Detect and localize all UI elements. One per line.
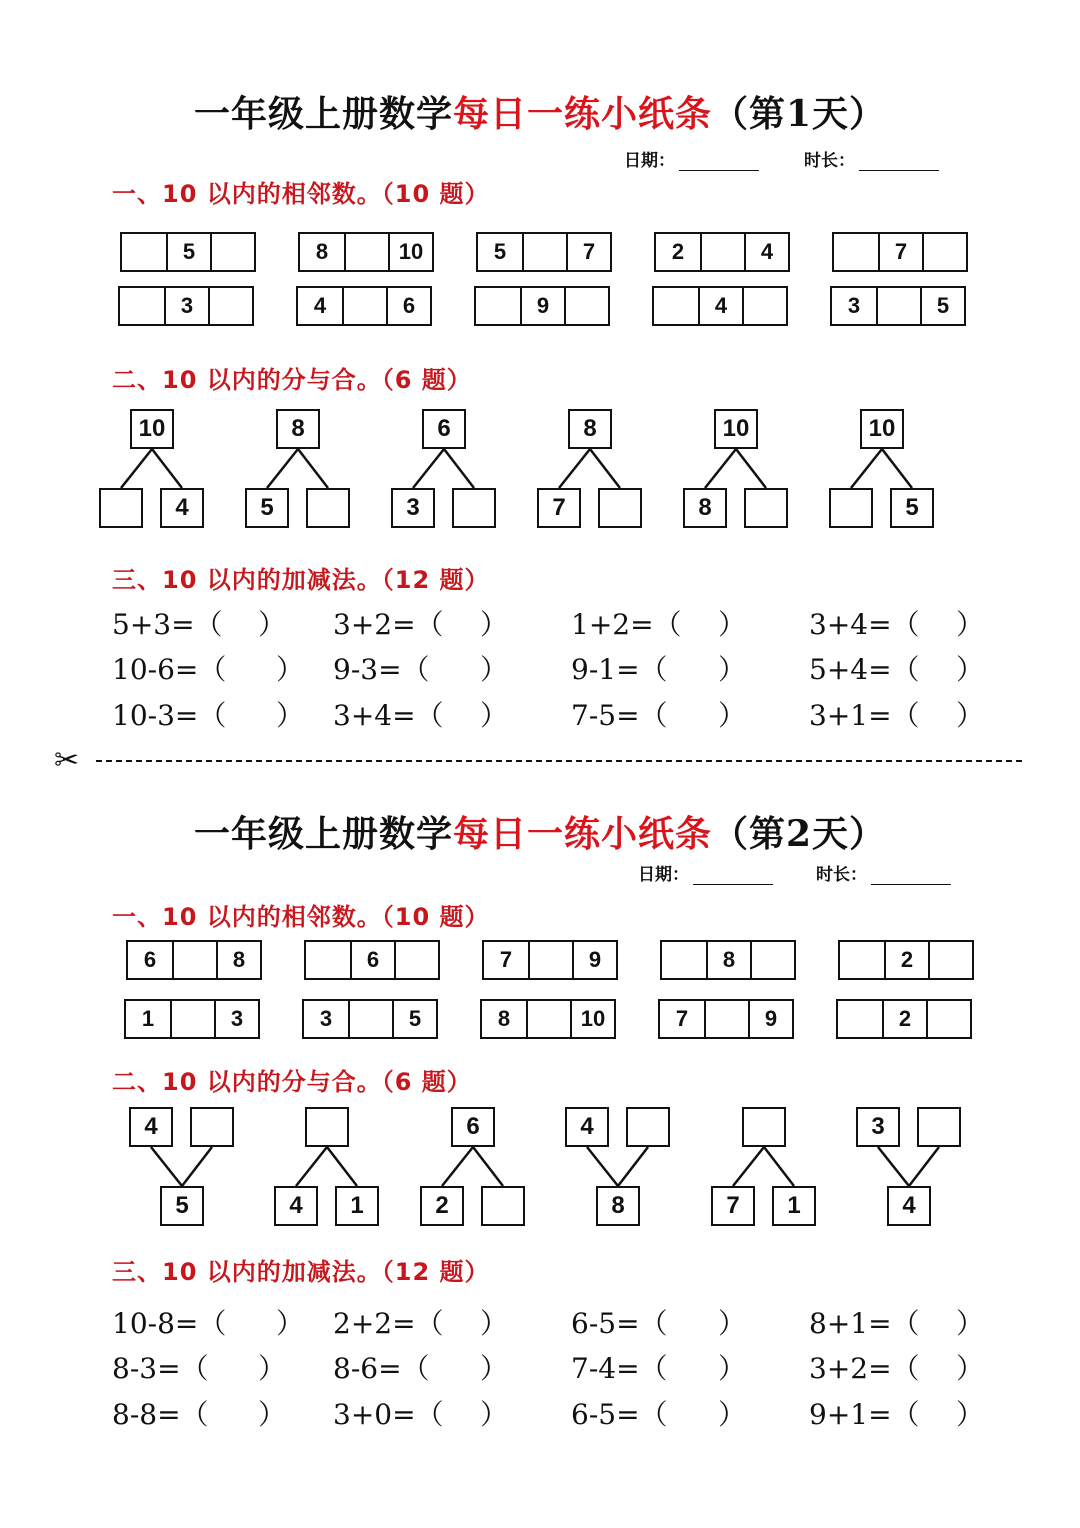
equation-text: 3+0=（: [333, 1398, 444, 1431]
answer-blank[interactable]: [909, 1347, 956, 1381]
answer-blank[interactable]: [671, 603, 718, 637]
answer-blank[interactable]: [671, 1347, 718, 1381]
answer-blank[interactable]: [433, 1393, 480, 1427]
answer-blank-box[interactable]: [476, 288, 520, 324]
sheet-title: 一年级上册数学每日一练小纸条（第1天）: [193, 93, 887, 135]
close-paren: ）: [276, 1307, 305, 1340]
answer-blank-box[interactable]: [344, 234, 388, 270]
answer-blank[interactable]: [433, 648, 480, 682]
adjacent-number-triple: [832, 232, 968, 272]
given-number-box: 7: [566, 234, 610, 270]
answer-blank-box[interactable]: [394, 942, 438, 978]
close-paren: ）: [480, 1307, 509, 1340]
equation-text: 8-3=（: [112, 1352, 209, 1385]
answer-blank[interactable]: [909, 694, 956, 728]
answer-blank[interactable]: [671, 1393, 718, 1427]
answer-blank[interactable]: [433, 1347, 480, 1381]
answer-blank-box[interactable]: [172, 942, 216, 978]
equation-text: 5+4=（: [809, 653, 920, 686]
given-number-box: 3: [391, 488, 435, 528]
given-number-box: 1: [141, 1006, 155, 1031]
answer-blank-box[interactable]: [348, 1001, 392, 1037]
answer-blank-box[interactable]: [598, 488, 642, 528]
adjacent-number-triple: [482, 940, 618, 980]
adjacent-number-triple: [118, 286, 254, 326]
answer-blank-box[interactable]: [564, 288, 608, 324]
given-number-box: 8: [568, 409, 612, 449]
answer-blank-box[interactable]: [306, 942, 350, 978]
adjacent-number-triple: [660, 940, 796, 980]
answer-blank-box[interactable]: [829, 488, 873, 528]
adjacent-number-triple: [652, 286, 788, 326]
given-number-box: 5: [890, 488, 934, 528]
equation-text: 5+3=（: [112, 608, 223, 641]
equation-text: 3+2=（: [333, 608, 444, 641]
section-heading-adjacent: 一、10 以内的相邻数。（10 题）: [112, 180, 490, 208]
answer-blank-box[interactable]: [654, 288, 698, 324]
given-number-box: 6: [422, 409, 466, 449]
answer-blank-box[interactable]: [662, 942, 706, 978]
adjacent-number-triple: [838, 940, 974, 980]
section-heading-adjacent: 一、10 以内的相邻数。（10 题）: [112, 903, 490, 931]
given-number-box: 5: [920, 288, 964, 324]
close-paren: ）: [718, 1307, 747, 1340]
given-number-box: 8: [276, 409, 320, 449]
equation-text: 3+1=（: [809, 699, 920, 732]
given-number-box: 10: [570, 1001, 614, 1037]
given-number-box: 3: [214, 1001, 258, 1037]
cut-line-divider: [96, 760, 1022, 762]
given-number-box: 9: [748, 1001, 792, 1037]
adjacent-number-triple: [658, 999, 794, 1039]
answer-blank-box[interactable]: [876, 288, 920, 324]
given-number-box: 5: [245, 488, 289, 528]
given-number-box: 6: [386, 288, 430, 324]
given-number-box: 5: [166, 234, 210, 270]
scissors-icon: ✂: [54, 743, 80, 778]
close-paren: ）: [258, 1352, 287, 1385]
answer-blank-box[interactable]: [704, 1001, 748, 1037]
given-number-box: 8: [683, 488, 727, 528]
adjacent-number-triple: [298, 232, 434, 272]
answer-blank[interactable]: [671, 1302, 718, 1336]
close-paren: ）: [956, 1398, 985, 1431]
given-number-box: 2: [420, 1186, 464, 1226]
answer-blank-box[interactable]: [700, 234, 744, 270]
equation-text: 7-5=（: [571, 699, 668, 732]
given-number-box: 3: [319, 1006, 333, 1031]
adjacent-number-triple: [836, 999, 972, 1039]
given-number-box: 6: [451, 1107, 495, 1147]
given-number-box: 8: [706, 942, 750, 978]
answer-blank-box[interactable]: [452, 488, 496, 528]
equation-text: 3+4=（: [809, 608, 920, 641]
given-number-box: 4: [274, 1186, 318, 1226]
answer-blank-box[interactable]: [522, 234, 566, 270]
given-number-box: 4: [160, 488, 204, 528]
adjacent-number-triple: [124, 999, 260, 1039]
answer-blank-box[interactable]: [626, 1107, 670, 1147]
given-number-box: 10: [130, 409, 174, 449]
answer-blank[interactable]: [224, 648, 258, 682]
adjacent-number-triple: [654, 232, 790, 272]
given-number-box: 8: [596, 1186, 640, 1226]
section-heading-arithmetic: 三、10 以内的加减法。（12 题）: [112, 1258, 490, 1286]
given-number-box: 5: [160, 1186, 204, 1226]
given-number-box: 8: [497, 1006, 511, 1031]
given-number-box: 8: [315, 239, 329, 264]
adjacent-number-triple: [302, 999, 438, 1039]
equation-text: 9-1=（: [571, 653, 668, 686]
answer-blank-box[interactable]: [744, 488, 788, 528]
close-paren: ）: [956, 1352, 985, 1385]
close-paren: ）: [480, 1352, 509, 1385]
given-number-box: 7: [711, 1186, 755, 1226]
answer-blank[interactable]: [433, 1302, 480, 1336]
answer-blank[interactable]: [212, 1347, 258, 1381]
given-number-box: 2: [884, 942, 928, 978]
answer-blank-box[interactable]: [917, 1107, 961, 1147]
answer-blank-box[interactable]: [170, 1001, 214, 1037]
answer-blank-box[interactable]: [120, 288, 164, 324]
given-number-box: 10: [860, 409, 904, 449]
given-number-box: 9: [572, 942, 616, 978]
answer-blank[interactable]: [433, 694, 480, 728]
close-paren: ）: [480, 1398, 509, 1431]
close-paren: ）: [258, 608, 287, 641]
given-number-box: 3: [856, 1107, 900, 1147]
close-paren: ）: [258, 1398, 287, 1431]
given-number-box: 6: [350, 942, 394, 978]
answer-blank-box[interactable]: [528, 942, 572, 978]
given-number-box: 6: [143, 947, 157, 972]
equation-text: 3+2=（: [809, 1352, 920, 1385]
date-blank[interactable]: [679, 154, 759, 171]
close-paren: ）: [956, 608, 985, 641]
date-field[interactable]: 日期：: [624, 146, 759, 171]
answer-blank-box[interactable]: [926, 1001, 970, 1037]
equation-text: 8-8=（: [112, 1398, 209, 1431]
answer-blank[interactable]: [909, 1393, 956, 1427]
adjacent-number-triple: [120, 232, 256, 272]
answer-blank-box[interactable]: [838, 1001, 882, 1037]
close-paren: ）: [276, 653, 305, 686]
duration-field[interactable]: 时长：: [816, 860, 951, 885]
answer-blank-box[interactable]: [208, 288, 252, 324]
answer-blank[interactable]: [224, 694, 258, 728]
close-paren: ）: [276, 699, 305, 732]
adjacent-number-triple: [296, 286, 432, 326]
answer-blank-box[interactable]: [305, 1107, 349, 1147]
date-field[interactable]: 日期：: [638, 860, 773, 885]
given-number-box: 10: [714, 409, 758, 449]
equation-text: 6-5=（: [571, 1398, 668, 1431]
equation-text: 10-8=（: [112, 1307, 227, 1340]
given-number-box: 2: [671, 239, 685, 264]
close-paren: ）: [480, 608, 509, 641]
answer-blank-box[interactable]: [750, 942, 794, 978]
adjacent-number-triple: [476, 232, 612, 272]
section-heading-arithmetic: 三、10 以内的加减法。（12 题）: [112, 566, 490, 594]
close-paren: ）: [718, 699, 747, 732]
equation-text: 9+1=（: [809, 1398, 920, 1431]
sheet-title: 一年级上册数学每日一练小纸条（第2天）: [193, 813, 887, 855]
equation-text: 6-5=（: [571, 1307, 668, 1340]
adjacent-number-triple: [480, 999, 616, 1039]
answer-blank[interactable]: [671, 648, 718, 682]
answer-blank[interactable]: [212, 603, 258, 637]
given-number-box: 7: [537, 488, 581, 528]
given-number-box: 1: [335, 1186, 379, 1226]
answer-blank-box[interactable]: [742, 1107, 786, 1147]
date-blank[interactable]: [693, 868, 773, 885]
answer-blank[interactable]: [909, 1302, 956, 1336]
given-number-box: 8: [216, 942, 260, 978]
section-heading-decompose: 二、10 以内的分与合。（6 题）: [112, 366, 472, 394]
given-number-box: 4: [565, 1107, 609, 1147]
given-number-box: 2: [882, 1001, 926, 1037]
answer-blank-box[interactable]: [99, 488, 143, 528]
given-number-box: 3: [847, 293, 861, 318]
equation-text: 10-3=（: [112, 699, 227, 732]
close-paren: ）: [480, 699, 509, 732]
equation-text: 3+4=（: [333, 699, 444, 732]
given-number-box: 4: [313, 293, 327, 318]
adjacent-number-triple: [830, 286, 966, 326]
answer-blank[interactable]: [212, 1393, 258, 1427]
given-number-box: 9: [520, 288, 564, 324]
close-paren: ）: [480, 653, 509, 686]
equation-text: 7-4=（: [571, 1352, 668, 1385]
equation-text: 2+2=（: [333, 1307, 444, 1340]
given-number-box: 7: [675, 1006, 689, 1031]
answer-blank-box[interactable]: [928, 942, 972, 978]
close-paren: ）: [956, 699, 985, 732]
answer-blank-box[interactable]: [306, 488, 350, 528]
answer-blank-box[interactable]: [834, 234, 878, 270]
close-paren: ）: [718, 653, 747, 686]
given-number-box: 7: [499, 947, 513, 972]
duration-blank[interactable]: [859, 154, 939, 171]
answer-blank-box[interactable]: [840, 942, 884, 978]
given-number-box: 3: [164, 288, 208, 324]
given-number-box: 7: [878, 234, 922, 270]
equation-text: 8-6=（: [333, 1352, 430, 1385]
equation-text: 1+2=（: [571, 608, 682, 641]
close-paren: ）: [718, 1352, 747, 1385]
given-number-box: 10: [388, 234, 432, 270]
answer-blank[interactable]: [224, 1302, 258, 1336]
given-number-box: 4: [129, 1107, 173, 1147]
answer-blank-box[interactable]: [481, 1186, 525, 1226]
adjacent-number-triple: [304, 940, 440, 980]
answer-blank-box[interactable]: [342, 288, 386, 324]
given-number-box: 5: [493, 239, 507, 264]
given-number-box: 5: [392, 1001, 436, 1037]
close-paren: ）: [718, 1398, 747, 1431]
duration-blank[interactable]: [871, 868, 951, 885]
given-number-box: 4: [698, 288, 742, 324]
duration-field[interactable]: 时长：: [804, 146, 939, 171]
answer-blank-box[interactable]: [210, 234, 254, 270]
close-paren: ）: [956, 653, 985, 686]
equation-text: 8+1=（: [809, 1307, 920, 1340]
section-heading-decompose: 二、10 以内的分与合。（6 题）: [112, 1068, 472, 1096]
close-paren: ）: [956, 1307, 985, 1340]
equation-text: 9-3=（: [333, 653, 430, 686]
adjacent-number-triple: [474, 286, 610, 326]
answer-blank-box[interactable]: [742, 288, 786, 324]
answer-blank-box[interactable]: [526, 1001, 570, 1037]
answer-blank[interactable]: [909, 648, 956, 682]
answer-blank[interactable]: [909, 603, 956, 637]
answer-blank-box[interactable]: [922, 234, 966, 270]
answer-blank[interactable]: [433, 603, 480, 637]
answer-blank-box[interactable]: [190, 1107, 234, 1147]
close-paren: ）: [718, 608, 747, 641]
answer-blank-box[interactable]: [122, 234, 166, 270]
equation-text: 10-6=（: [112, 653, 227, 686]
given-number-box: 4: [887, 1186, 931, 1226]
given-number-box: 4: [744, 234, 788, 270]
answer-blank[interactable]: [671, 694, 718, 728]
given-number-box: 1: [772, 1186, 816, 1226]
adjacent-number-triple: [126, 940, 262, 980]
